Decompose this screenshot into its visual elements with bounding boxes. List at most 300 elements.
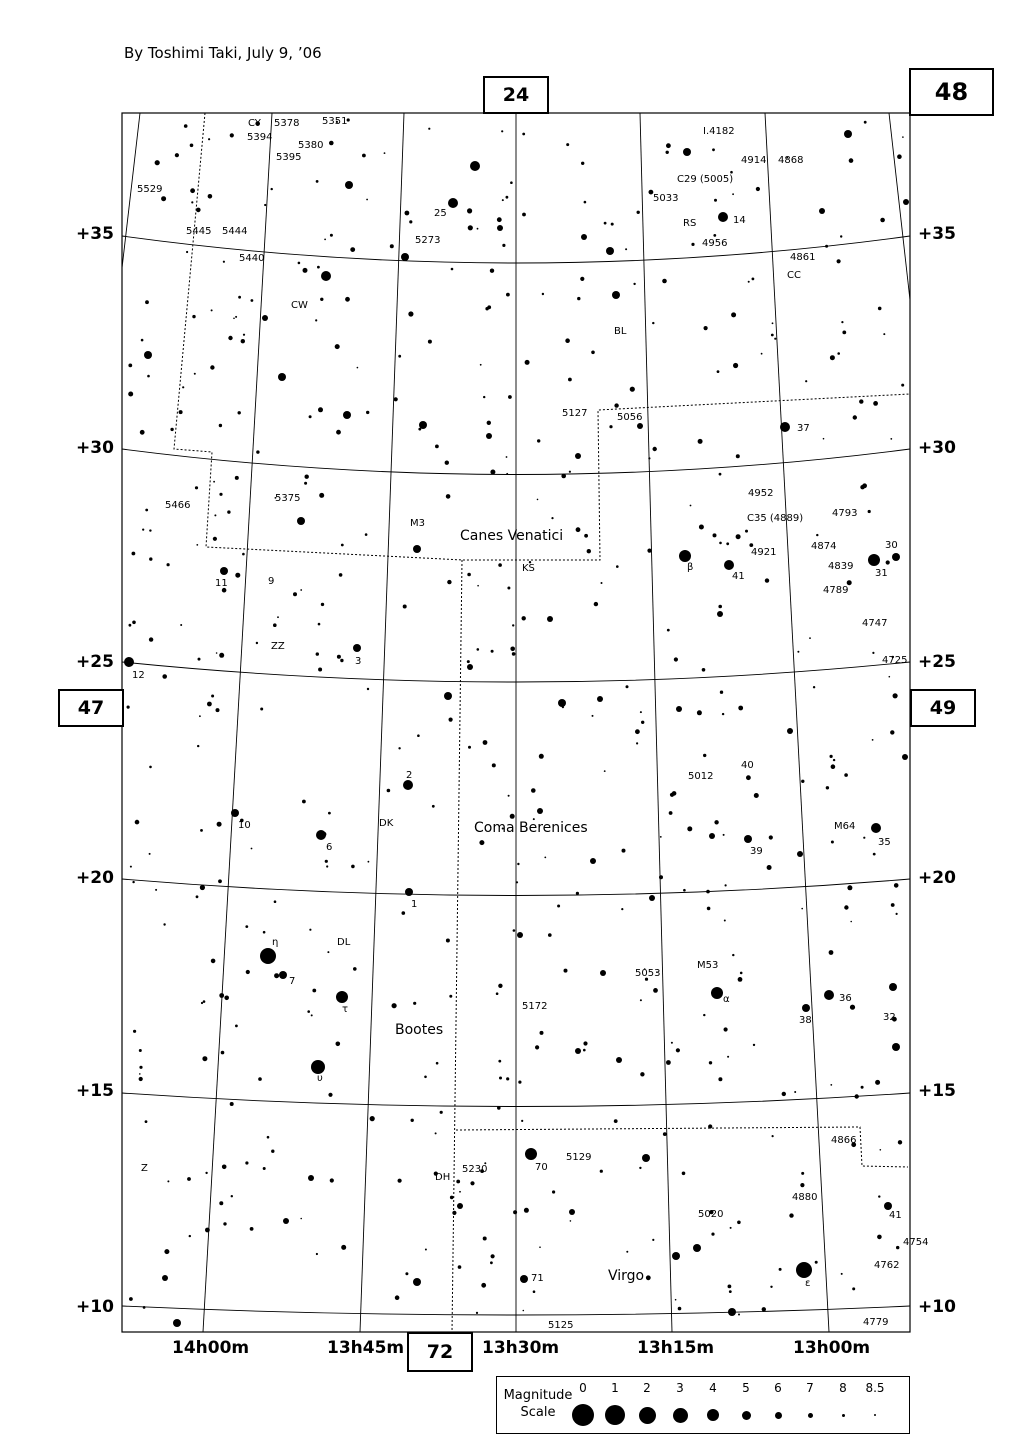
magnitude-dot: [775, 1412, 782, 1419]
star: [830, 1084, 832, 1086]
star: [405, 211, 410, 216]
star: [587, 549, 591, 553]
star: [145, 509, 148, 512]
star: [198, 658, 201, 661]
star: [722, 713, 724, 715]
star: [316, 652, 319, 655]
object-label: M64: [834, 821, 856, 832]
star: [517, 932, 523, 938]
star: [220, 567, 228, 575]
star: [311, 1014, 313, 1016]
star: [717, 370, 720, 373]
star: [216, 652, 218, 654]
magnitude-dot: [707, 1409, 719, 1421]
star: [283, 1218, 289, 1224]
star: [676, 1048, 680, 1052]
star: [600, 1170, 603, 1173]
star: [542, 293, 544, 295]
star: [877, 1235, 882, 1240]
star: [609, 425, 612, 428]
star: [646, 1275, 651, 1280]
star: [712, 148, 715, 151]
star: [633, 283, 635, 285]
star: [345, 181, 353, 189]
star: [395, 1295, 400, 1300]
star: [216, 708, 220, 712]
object-label: I.4182: [703, 126, 735, 137]
star: [720, 691, 723, 694]
star: [770, 1286, 772, 1288]
star: [309, 415, 312, 418]
star: [256, 642, 258, 644]
star: [809, 637, 811, 639]
star: [213, 537, 217, 541]
star: [263, 931, 266, 934]
object-label: 9: [268, 576, 275, 587]
star: [666, 151, 669, 154]
magnitude-value: 2: [643, 1381, 651, 1395]
star: [671, 1042, 673, 1044]
star: [402, 911, 406, 915]
object-label: 12: [132, 670, 145, 681]
ra-label: 13h30m: [482, 1338, 560, 1358]
star: [682, 1172, 686, 1176]
star: [413, 1002, 416, 1005]
object-label: BL: [614, 326, 627, 337]
object-label: DK: [379, 818, 394, 829]
object-label: CY: [248, 118, 261, 129]
star: [339, 573, 343, 577]
star: [326, 865, 328, 867]
star: [202, 1056, 207, 1061]
star: [592, 715, 594, 717]
star: [487, 305, 491, 309]
star: [852, 1287, 855, 1290]
star: [436, 1062, 439, 1065]
star: [223, 1222, 226, 1225]
star: [752, 278, 755, 281]
object-label: 5445: [186, 226, 212, 237]
star: [490, 470, 495, 475]
star: [718, 212, 728, 222]
star: [540, 1031, 544, 1035]
star: [847, 885, 852, 890]
object-label: 4747: [862, 618, 888, 629]
star: [128, 392, 133, 397]
star: [190, 188, 195, 193]
star: [367, 688, 369, 690]
star: [840, 235, 842, 237]
star: [260, 948, 276, 964]
star: [539, 1246, 541, 1248]
star: [278, 373, 286, 381]
star: [223, 261, 225, 263]
magnitude-value: 1: [611, 1381, 619, 1395]
star: [583, 1049, 586, 1052]
star: [351, 865, 355, 869]
magnitude-value: 8: [839, 1381, 847, 1395]
star: [231, 1195, 233, 1197]
object-label: 2: [406, 770, 413, 781]
star: [663, 1132, 667, 1136]
star: [490, 1261, 493, 1264]
star: [512, 624, 514, 626]
object-label: 4725: [882, 655, 908, 666]
star: [637, 211, 640, 214]
star: [626, 685, 629, 688]
star: [652, 1239, 654, 1241]
star: [468, 225, 473, 230]
star: [621, 908, 623, 910]
star: [271, 1150, 274, 1153]
star: [324, 239, 326, 241]
star: [155, 889, 157, 891]
star: [357, 367, 359, 369]
object-label: 5020: [698, 1209, 724, 1220]
star: [353, 967, 357, 971]
star: [196, 208, 201, 213]
star: [139, 1073, 141, 1075]
object-label: 5380: [298, 140, 324, 151]
magnitude-dot: [639, 1407, 656, 1424]
star: [762, 1307, 766, 1311]
star: [861, 1086, 864, 1089]
star: [800, 1183, 804, 1187]
star: [510, 647, 515, 652]
star: [245, 925, 248, 928]
star: [860, 485, 864, 489]
star: [850, 1005, 855, 1010]
object-label: 4952: [748, 488, 774, 499]
star: [825, 245, 828, 248]
star: [139, 1077, 143, 1081]
star: [368, 861, 370, 863]
star: [732, 193, 734, 195]
star: [321, 603, 324, 606]
star: [523, 1310, 525, 1312]
object-label: η: [272, 937, 279, 948]
star: [772, 322, 774, 324]
star: [691, 243, 694, 246]
magnitude-scale-title: [503, 1387, 573, 1421]
star: [218, 879, 222, 883]
star: [703, 754, 706, 757]
star: [868, 510, 871, 513]
dec-label-right: +30: [918, 438, 956, 458]
star: [872, 652, 874, 654]
star: [335, 344, 340, 349]
star: [648, 457, 650, 459]
star: [470, 1181, 474, 1185]
object-label: 4754: [903, 1237, 929, 1248]
star: [597, 696, 603, 702]
star: [868, 554, 880, 566]
star: [842, 331, 846, 335]
star: [875, 1080, 880, 1085]
dec-label: +20: [76, 868, 114, 888]
star: [208, 138, 210, 140]
star: [132, 881, 134, 883]
star: [727, 1056, 729, 1058]
star: [880, 1149, 882, 1151]
star: [318, 623, 321, 626]
star: [707, 907, 711, 911]
star: [487, 421, 491, 425]
star: [855, 1094, 859, 1098]
star: [321, 271, 331, 281]
ra-label: 13h45m: [327, 1338, 405, 1358]
star: [318, 668, 322, 672]
star: [841, 321, 843, 323]
constellation-name: Canes Venatici: [460, 528, 564, 544]
star: [699, 525, 704, 530]
star: [649, 895, 655, 901]
object-label: 5529: [137, 184, 163, 195]
star: [143, 1306, 146, 1309]
star: [767, 865, 772, 870]
star: [238, 296, 241, 299]
star: [238, 411, 241, 414]
star: [186, 251, 188, 253]
star: [640, 711, 642, 713]
star: [155, 160, 160, 165]
star: [451, 268, 454, 271]
object-label: υ: [317, 1073, 323, 1084]
star: [145, 300, 149, 304]
star: [616, 565, 619, 568]
star: [262, 315, 268, 321]
star: [896, 1246, 899, 1249]
star: [251, 848, 253, 850]
star: [557, 905, 560, 908]
star: [459, 1191, 461, 1193]
object-label: 41: [889, 1210, 902, 1221]
object-label: 4874: [811, 541, 837, 552]
star: [726, 542, 729, 545]
magnitude-title-line: Magnitude: [503, 1388, 573, 1403]
star: [411, 1119, 414, 1122]
star: [497, 1106, 501, 1110]
star: [562, 706, 564, 708]
star: [520, 1275, 528, 1283]
star: [315, 319, 317, 321]
star: [893, 693, 898, 698]
star: [630, 387, 635, 392]
star: [300, 589, 302, 591]
star: [432, 805, 435, 808]
star: [725, 884, 727, 886]
star: [129, 1297, 133, 1301]
star: [401, 253, 409, 261]
star: [501, 130, 503, 132]
star: [513, 929, 516, 932]
star: [675, 1299, 677, 1301]
object-label: 1: [411, 899, 418, 910]
star: [746, 775, 751, 780]
star: [653, 988, 658, 993]
object-label: 5444: [222, 226, 248, 237]
star: [580, 277, 584, 281]
star: [625, 248, 627, 250]
star: [564, 969, 568, 973]
star: [844, 773, 848, 777]
star: [142, 529, 144, 531]
star: [738, 1314, 740, 1316]
star: [772, 1135, 774, 1137]
star: [502, 199, 504, 201]
magnitude-value: 4: [709, 1381, 717, 1395]
star: [147, 375, 150, 378]
object-label: ε: [805, 1278, 811, 1289]
star: [219, 993, 224, 998]
star: [200, 829, 203, 832]
star: [179, 410, 183, 414]
star: [552, 1190, 555, 1193]
star: [890, 730, 894, 734]
object-label: 4956: [702, 238, 728, 249]
star: [498, 563, 502, 567]
star: [230, 133, 234, 137]
star: [293, 592, 297, 596]
star: [328, 1093, 332, 1097]
object-label: 38: [799, 1015, 812, 1026]
star: [506, 1077, 509, 1080]
star: [211, 959, 216, 964]
star: [782, 1092, 786, 1096]
star: [813, 686, 815, 688]
star: [864, 121, 867, 124]
star: [130, 866, 132, 868]
star: [636, 742, 638, 744]
star: [403, 780, 413, 790]
star: [740, 972, 743, 975]
star: [779, 1268, 782, 1271]
star: [413, 545, 421, 553]
star: [824, 990, 834, 1000]
star: [666, 1060, 671, 1065]
magnitude-value: 3: [676, 1381, 684, 1395]
star: [219, 1201, 223, 1205]
star: [690, 505, 692, 507]
star: [581, 162, 584, 165]
star: [837, 259, 841, 263]
star: [891, 903, 895, 907]
star: [390, 244, 394, 248]
star: [533, 1290, 536, 1293]
star: [635, 729, 640, 734]
star: [321, 832, 326, 837]
star: [492, 763, 496, 767]
star: [880, 218, 885, 223]
star: [837, 352, 840, 355]
star: [418, 428, 421, 431]
star: [440, 1111, 443, 1114]
star: [398, 355, 401, 358]
object-label: 10: [238, 820, 251, 831]
stars: [124, 118, 909, 1327]
dec-label: +30: [76, 438, 114, 458]
star: [164, 1249, 169, 1254]
star: [219, 653, 224, 658]
star: [480, 364, 482, 366]
star: [208, 194, 213, 199]
star: [210, 365, 214, 369]
magnitude-title-line: Scale: [520, 1405, 556, 1420]
star: [435, 1132, 437, 1134]
star: [894, 883, 899, 888]
magnitude-value: 5: [742, 1381, 750, 1395]
star: [522, 616, 526, 620]
star: [886, 560, 890, 564]
star: [711, 987, 723, 999]
page-ref-left: 47: [58, 689, 124, 727]
star: [329, 141, 334, 146]
star: [622, 849, 626, 853]
star: [242, 553, 245, 556]
star: [428, 128, 430, 130]
object-label: 11: [215, 578, 228, 589]
object-label: 3: [355, 656, 362, 667]
star: [676, 706, 682, 712]
star: [200, 885, 205, 890]
star: [227, 510, 230, 513]
star: [394, 397, 398, 401]
star: [243, 334, 245, 336]
star: [679, 550, 691, 562]
star: [872, 739, 874, 741]
star: [506, 456, 508, 458]
star: [539, 754, 544, 759]
star: [457, 1203, 463, 1209]
star: [149, 557, 152, 560]
magnitude-scale: [496, 1376, 910, 1434]
star: [548, 933, 552, 937]
object-label: 31: [875, 568, 888, 579]
star: [756, 187, 760, 191]
star: [271, 188, 273, 190]
star: [507, 587, 510, 590]
star: [801, 1172, 804, 1175]
star: [175, 153, 179, 157]
star: [517, 863, 519, 865]
star: [816, 534, 818, 536]
star: [512, 652, 516, 656]
star: [304, 482, 307, 485]
dec-label-right: +20: [918, 868, 956, 888]
star: [398, 747, 400, 749]
ra-label: 13h00m: [793, 1338, 871, 1358]
star: [724, 560, 734, 570]
star: [173, 1319, 181, 1327]
star: [831, 764, 836, 769]
star: [161, 196, 166, 201]
star: [167, 563, 170, 566]
star: [797, 851, 803, 857]
star: [653, 447, 657, 451]
star: [844, 130, 852, 138]
star: [258, 1077, 262, 1081]
star: [522, 213, 526, 217]
object-label: 7: [289, 976, 296, 987]
constellation-name: Coma Berenices: [474, 820, 588, 836]
star: [336, 991, 348, 1003]
star: [714, 820, 718, 824]
star: [612, 291, 620, 299]
magnitude-value: 8.5: [865, 1381, 885, 1395]
star: [325, 860, 328, 863]
dec-label: +25: [76, 652, 114, 672]
object-label: 14: [733, 215, 746, 226]
